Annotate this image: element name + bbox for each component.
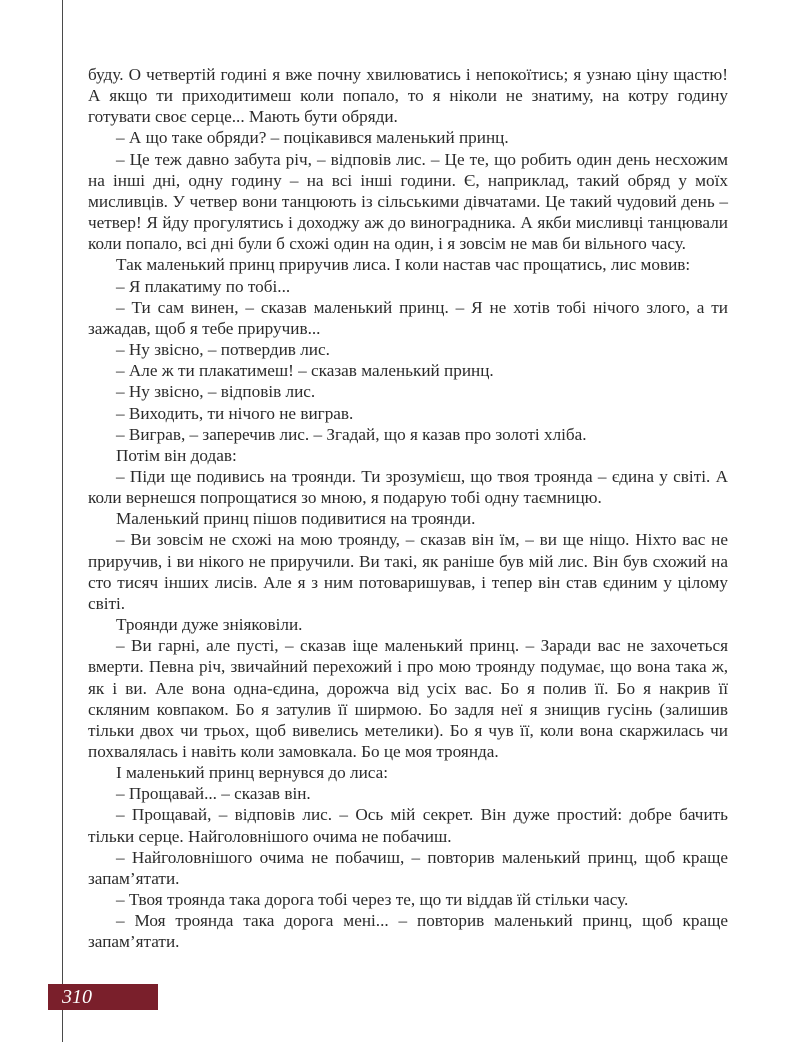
paragraph: – Прощавай... – сказав він. <box>116 784 311 804</box>
paragraph: – Ви зовсім не схожі на мою троянду, – сказав він їм, – ви ще ніщо. Ніхто вас не приручив, і ви нікого не приручили. Ви такі, як раніше був мій лис. Він був схожий на сто тисяч інших лисів. Але я з ним потоваришував, і тепер він став єдиним у цілому світі. <box>88 530 728 613</box>
paragraph: – А що таке обряди? – поцікавився маленький принц. <box>116 128 509 148</box>
paragraph: Потім він додав: <box>116 445 237 465</box>
paragraph: – Ну звісно, – потвердив лис. <box>116 340 330 360</box>
paragraph: – Ти сам винен, – сказав маленький принц. – Я не хотів тобі нічого злого, а ти зажадав, щоб я тебе приручив... <box>88 297 728 338</box>
paragraph: – Я плакатиму по тобі... <box>116 276 291 296</box>
page-number-bar <box>48 984 158 1010</box>
paragraph: – Ви гарні, але пусті, – сказав іще маленький принц. – Заради вас не захочеться вмерти. Певна річ, звичайний перехожий і про мою троянду подумає, що вона така ж, як і ви. Але вона одна-єдина, дорожча від усіх вас. Бо я полив її. Бо я накрив її скляним ковпаком. Бо я затулив її ширмою. Бо задля неї я знищив гусінь (залишив тільки двох чи трьох, щоб вивелись метелики). Бо я чув її, коли вона скаржилась чи похвалялась і навіть коли замовкала. Бо це моя троянда. <box>88 636 728 761</box>
paragraph: – Ну звісно, – відповів лис. <box>116 382 316 402</box>
paragraph: – Піди ще подивись на троянди. Ти зрозумієш, що твоя троянда – єдина у світі. А коли вернешся попрощатися зо мною, я подарую тобі одну таємницю. <box>88 466 728 508</box>
paragraph: буду. О четвертій годині я вже почну хвилюватись і непокоїтись; я узнаю ціну щастю! А якщо ти приходитимеш коли попало, то я ніколи не знатиму, на котру годину готувати своє серце... Мають бути обряди. <box>88 65 728 127</box>
body-text <box>88 64 728 953</box>
page-number: 310 <box>62 986 92 1008</box>
paragraph: – Але ж ти плакатимеш! – сказав маленький принц. <box>116 361 494 381</box>
paragraph: – Виграв, – заперечив лис. – Згадай, що я казав про золоті хліба. <box>116 424 587 444</box>
paragraph: І маленький принц вернувся до лиса: <box>116 763 389 783</box>
paragraph: Так маленький принц приручив лиса. І коли настав час прощатись, лис мовив: <box>116 255 691 275</box>
paragraph: – Твоя троянда така дорога тобі через те, що ти віддав їй стільки часу. <box>116 890 629 910</box>
paragraph: Маленький принц пішов подивитися на троянди. <box>116 509 476 529</box>
paragraph: – Це теж давно забута річ, – відповів лис. – Це те, що робить один день несхожим на інші дні, одну годину – на всі інші години. Є, наприклад, такий обряд у моїх мисливців. У четвер вони танцюють із сільськими дівчатами. Це такий чудовий день – четвер! Я йду прогулятись і доходжу аж до виноградника. А якби мисливці танцювали коли попало, всі дні були б схожі один на один, і я зовсім не мав би вільного часу. <box>88 149 728 254</box>
margin-rule <box>62 0 63 1042</box>
paragraph: – Найголовнішого очима не побачиш, – повторив маленький принц, щоб краще запам’ятати. <box>88 847 728 888</box>
paragraph: – Виходить, ти нічого не виграв. <box>116 403 354 423</box>
paragraph: – Моя троянда така дорога мені... – повторив маленький принц, щоб краще запам’ятати. <box>88 911 728 952</box>
paragraph: – Прощавай, – відповів лис. – Ось мій секрет. Він дуже простий: добре бачить тільки серце. Найголовнішого очима не побачиш. <box>88 805 728 846</box>
paragraph: Троянди дуже зніяковіли. <box>116 615 303 635</box>
